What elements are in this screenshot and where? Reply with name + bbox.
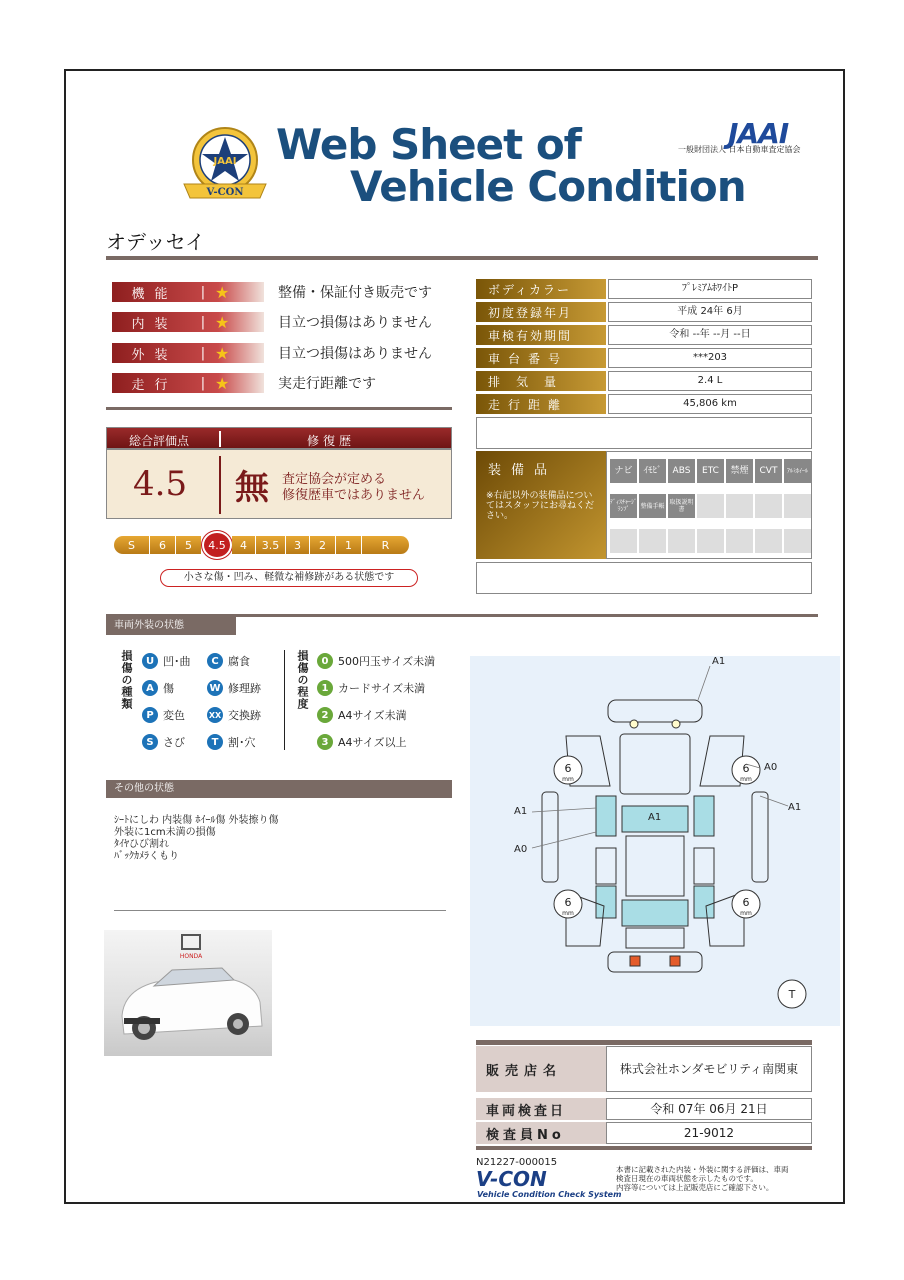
eval-row-exterior: 外装 | ★ 目立つ損傷はありません <box>112 343 432 363</box>
scale-step: R <box>362 536 410 554</box>
serial-number: N21227-000015 <box>476 1157 558 1168</box>
damage-degree: 2 A4サイズ未満 <box>317 707 407 723</box>
equipment-header <box>476 451 606 559</box>
scale-step: S <box>114 536 150 554</box>
damage-mark: A1 <box>648 812 662 823</box>
car-photo <box>104 930 272 1056</box>
shop-label: 車両検査日 <box>476 1098 606 1120</box>
blank-box <box>476 562 812 594</box>
other-line: ﾀｲﾔひび割れ <box>114 839 169 850</box>
scale-step: 3 <box>286 536 310 554</box>
equip-slot-empty <box>610 529 637 553</box>
other-line: ｼｰﾄにしわ 内装傷 ﾎｲｰﾙ傷 外装擦り傷 <box>114 815 279 826</box>
star-icon: ★ <box>215 373 230 393</box>
repair-line-1: 査定協会が定める <box>282 472 387 487</box>
damage-type: W 修理跡 <box>207 680 261 696</box>
scale-step: 5 <box>176 536 202 554</box>
equip-item: ETC <box>697 459 724 483</box>
damage-mark: A0 <box>764 762 778 773</box>
photo-brand: HONDA <box>179 953 203 960</box>
score-header <box>106 427 452 449</box>
title-line-2: Vehicle Condition <box>350 162 746 211</box>
jaai-logo: JAAI <box>728 117 789 150</box>
other-line: ﾊﾞｯｸｶﾒﾗくもり <box>114 851 179 862</box>
shop-value: 株式会社ホンダモビリティ南関東 <box>606 1046 812 1092</box>
damage-diagram <box>470 656 840 1026</box>
tire-unit: mm <box>562 776 574 783</box>
damage-type: P 変色 <box>142 707 185 723</box>
equip-slot-empty <box>784 529 811 553</box>
eval-label: 外装 <box>131 347 178 363</box>
star-icon: ★ <box>215 343 230 363</box>
divider <box>476 1146 812 1150</box>
eval-row-interior: 内装 | ★ 目立つ損傷はありません <box>112 312 432 332</box>
damage-degree: 3 A4サイズ以上 <box>317 734 407 750</box>
score-body <box>106 449 452 519</box>
damage-type: A 傷 <box>142 680 174 696</box>
equip-slot-empty <box>726 494 753 518</box>
tire-unit: mm <box>562 910 574 917</box>
damage-type-label: 損傷の種類 <box>120 650 133 710</box>
repair-line-2: 修復歴車ではありません <box>282 488 426 503</box>
repair-kanji: 無 <box>235 468 269 508</box>
equipment-note: ※右記以外の装備品についてはスタッフにお尋ねください。 <box>486 491 595 521</box>
spec-label: 車検有効期間 <box>476 325 606 345</box>
tire-unit: mm <box>740 776 752 783</box>
spec-value: ﾌﾟﾚﾐｱﾑﾎﾜｲﾄP <box>608 279 812 299</box>
equip-item: 整備手帳 <box>639 494 666 518</box>
damage-degree-label: 損傷の程度 <box>296 650 309 710</box>
spec-label: ボディカラー <box>476 279 606 299</box>
org-name: 一般財団法人 日本自動車査定協会 <box>678 145 801 154</box>
car-name: オデッセイ <box>106 230 205 254</box>
shop-value: 令和 07年 06月 21日 <box>606 1098 812 1120</box>
damage-mark: A1 <box>514 806 528 817</box>
shop-value: 21-9012 <box>606 1122 812 1144</box>
eval-label: 機能 <box>131 286 178 302</box>
eval-text: 目立つ損傷はありません <box>278 346 432 362</box>
other-line: 外装に1cm未満の損傷 <box>114 827 216 838</box>
vcon-system: Vehicle Condition Check System <box>477 1190 622 1199</box>
vcon-logo: V-CON <box>476 1167 547 1191</box>
equip-slot-empty <box>639 529 666 553</box>
score-value: 4.5 <box>133 464 188 504</box>
scale-step: 3.5 <box>256 536 286 554</box>
damage-mark: A1 <box>788 802 802 813</box>
equip-item: 取扱説明書 <box>668 494 695 518</box>
scale-step: 2 <box>310 536 336 554</box>
badge-text: JAAI <box>213 156 237 167</box>
tire-depth: 6 <box>742 896 750 909</box>
equip-slot-empty <box>784 494 811 518</box>
equip-item: 禁煙 <box>726 459 753 483</box>
equip-slot-empty <box>755 494 782 518</box>
damage-degree: 1 カードサイズ未満 <box>317 680 425 696</box>
footer-note: 本書に記載された内装・外装に関する評価は、車両 検査日現在の車両状態を示したものです。 内容等については上記販売店にご確認下さい。 <box>616 1165 789 1192</box>
spec-label: 初度登録年月 <box>476 302 606 322</box>
damage-type: S さび <box>142 734 185 750</box>
eval-label: 内装 <box>131 316 178 332</box>
divider <box>476 1040 812 1045</box>
equip-item: ｱﾙﾐﾎｲｰﾙ <box>784 459 811 483</box>
damage-type: C 腐食 <box>207 653 250 669</box>
jaai-badge-logo <box>176 124 274 206</box>
divider <box>114 910 446 911</box>
star-icon: ★ <box>215 312 230 332</box>
spec-value: 2.4 L <box>608 371 812 391</box>
equipment-grid <box>610 459 811 553</box>
equip-slot-empty <box>697 494 724 518</box>
title-line-1: Web Sheet of <box>276 120 581 169</box>
damage-type: T 割･穴 <box>207 734 256 750</box>
damage-type: XX 交換跡 <box>208 709 261 722</box>
shop-label: 検査員No <box>476 1122 606 1144</box>
equipment-label: 装備品 <box>488 463 558 478</box>
spec-value: 平成 24年 6月 <box>608 302 812 322</box>
scale-step-selected: 4.5 <box>202 531 232 559</box>
tire-unit: mm <box>740 910 752 917</box>
eval-row-function: 機能 | ★ 整備・保証付き販売です <box>112 282 432 302</box>
badge-ribbon: V-CON <box>206 187 244 198</box>
score-scale <box>114 536 410 554</box>
equip-slot-empty <box>697 529 724 553</box>
tire-depth: 6 <box>564 896 572 909</box>
equip-item: ｲﾓﾋﾞ <box>639 459 666 483</box>
eval-text: 目立つ損傷はありません <box>278 315 432 331</box>
star-icon: ★ <box>215 282 230 302</box>
spec-label: 車台番号 <box>476 348 606 368</box>
eval-row-driving: 走行 | ★ 実走行距離です <box>112 373 376 393</box>
tire-depth: 6 <box>742 762 750 775</box>
divider <box>106 256 818 260</box>
equip-item: ABS <box>668 459 695 483</box>
blank-box <box>476 417 812 449</box>
divider <box>106 407 452 410</box>
damage-mark: A1 <box>712 656 726 667</box>
scale-step: 1 <box>336 536 362 554</box>
spec-value: 令和 --年 --月 --日 <box>608 325 812 345</box>
shop-label: 販売店名 <box>476 1046 606 1092</box>
spec-value: 45,806 km <box>608 394 812 414</box>
other-heading: その他の状態 <box>106 780 452 798</box>
spec-value: ***203 <box>608 348 812 368</box>
exterior-heading: 車両外装の状態 <box>106 617 236 635</box>
other-notes <box>114 815 279 863</box>
eval-label: 走行 <box>131 377 178 393</box>
scale-step: 4 <box>232 536 256 554</box>
eval-text: 整備・保証付き販売です <box>278 285 432 301</box>
equip-item: CVT <box>755 459 782 483</box>
equip-item: ﾃﾞｨｽﾁｬｰｼﾞﾗﾝﾌﾟ <box>610 494 637 518</box>
equip-item: ナビ <box>610 459 637 483</box>
eval-text: 実走行距離です <box>278 376 376 392</box>
equip-slot-empty <box>755 529 782 553</box>
divider <box>284 650 285 750</box>
damage-type: U 凹･曲 <box>142 653 191 669</box>
score-description: 小さな傷・凹み、軽微な補修跡がある状態です <box>160 569 418 587</box>
scale-step: 6 <box>150 536 176 554</box>
equip-slot-empty <box>668 529 695 553</box>
tire-symbol: T <box>788 988 796 1001</box>
spec-label: 排気量 <box>476 371 606 391</box>
damage-degree: 0 500円玉サイズ未満 <box>317 653 435 669</box>
equip-slot-empty <box>726 529 753 553</box>
score-head-left: 総合評価点 <box>129 434 190 448</box>
spec-label: 走行距離 <box>476 394 606 414</box>
score-head-right: 修復歴 <box>307 434 356 448</box>
tire-depth: 6 <box>564 762 572 775</box>
damage-mark: A0 <box>514 844 528 855</box>
